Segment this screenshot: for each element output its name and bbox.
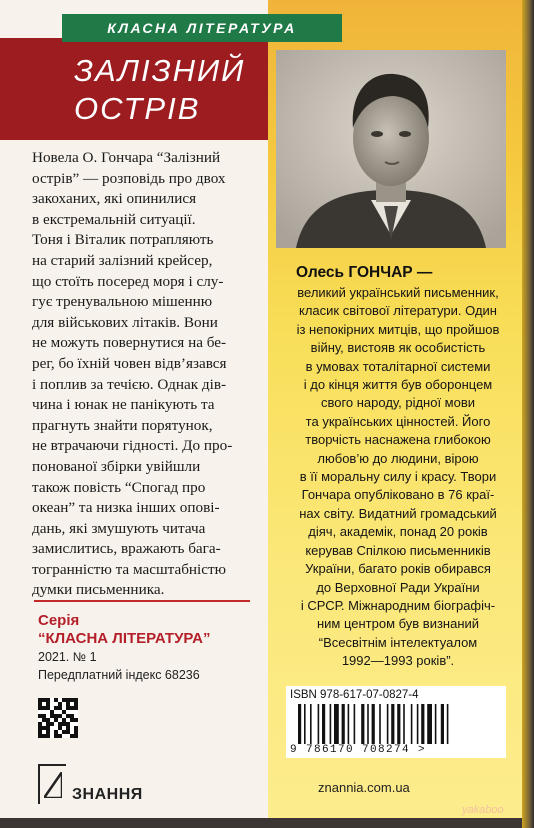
series-name: “КЛАСНА ЛІТЕРАТУРА” [38,630,211,647]
isbn-number: ISBN 978-617-07-0827-4 [290,689,419,701]
author-name: Олесь ГОНЧАР — [296,264,433,281]
bio-line: свого народу, рідної мови [320,395,476,411]
annotation-line: прагнуть знайти порятунок, [32,416,213,434]
publisher-logo [38,764,178,804]
series-issue: 2021. № 1 [38,650,97,664]
bio-line: 1992—1993 років”. [341,653,455,669]
subscription-index: Передплатний індекс 68236 [38,668,200,682]
spine-edge [522,0,534,828]
bio-line: творчість наснажена глибокою [305,432,491,448]
barcode [292,704,494,744]
bio-line: і до кінця життя був оборонцем [303,377,493,393]
annotation-line: замислитись, вражають бага- [32,540,221,558]
book-annotation [32,148,258,601]
series-info [38,612,262,684]
annotation-line: тогранністю та масштабністю [32,560,226,578]
bio-line: “Всесвітнім інтелектуалом [318,634,478,650]
bio-line: нах світу. Видатний громадський [299,505,497,521]
annotation-line: рег, бо їхній човен відв’язався [32,354,227,372]
watermark: yakaboo [462,804,504,816]
annotation-line: і поплив за течією. Однак дів- [32,375,227,393]
publisher-name: ЗНАННЯ [72,786,143,803]
publisher-website: znannia.com.ua [318,780,410,795]
bio-line: класик світової літератури. Один [299,303,497,319]
bio-line: Гончара опубліковано в 76 краї- [301,487,495,503]
book-title [74,52,264,128]
annotation-line: Тоня і Віталик потрапляють [32,231,214,249]
author-portrait-image [276,50,506,248]
bio-line: ним центром був визнаний [316,616,480,632]
annotation-line: гує тренувальною мішенню [32,293,213,311]
annotation-line: чина і юнак не панікують та [32,396,215,414]
qr-code-grid [38,698,78,738]
qr-code [38,698,78,738]
series-divider [34,600,250,602]
isbn-block [286,686,506,758]
annotation-line: океан” та низка інших опові- [32,499,220,517]
series-label: Серія [38,612,80,629]
bio-line: в умовах тоталітарної системи [305,358,491,374]
bio-line: великий український письменник, [297,285,499,300]
annotation-line: що стоїть посеред моря і слу- [32,272,224,290]
annotation-line: дань, які змушують читача [32,519,206,537]
bio-line: України, багато років обирався [305,561,491,577]
annotation-line: не можуть повернутися на бе- [32,334,227,352]
annotation-line: понованої збірки увійшли [32,457,201,475]
barcode-digits: 9 786170 708274 > [290,744,427,756]
annotation-line: не втрачаючи гідності. До про- [32,437,233,455]
bio-line: до Верховної Ради України [316,579,480,595]
annotation-line: закоханих, які опинилися [32,190,197,208]
bio-line: керував Спілкою письменників [305,542,491,558]
bio-line: із непокірних митців, що пройшов [296,321,500,337]
bio-line: діяч, академік, понад 20 років [308,524,488,540]
bio-line: і СРСР. Міжнародним біографіч- [300,597,496,613]
annotation-line: в екстремальній ситуації. [32,210,196,228]
annotation-line: також повість “Спогад про [32,478,206,496]
title-line-2: ОСТРІВ [74,91,201,126]
bio-line: в її моральну силу і красу. Твори [299,469,497,485]
author-bio [287,284,509,671]
annotation-line: на старий залізний крейсер, [32,251,213,269]
bio-line: війну, вистояв як особистість [310,340,486,356]
series-banner: КЛАСНА ЛІТЕРАТУРА [62,14,342,42]
bio-line: та українських цінностей. Його [305,413,491,429]
author-photo [276,50,506,248]
annotation-line: острів” — розповідь про двох [32,169,226,187]
annotation-line: Новела О. Гончара “Залізний [32,149,221,166]
publisher-logo-icon [44,772,62,798]
title-line-1: ЗАЛІЗНИЙ [74,53,246,88]
annotation-line: для військових літаків. Вони [32,313,218,331]
bio-line: любов’ю до людини, вірою [317,450,479,466]
annotation-line: думки письменника. [32,581,165,599]
